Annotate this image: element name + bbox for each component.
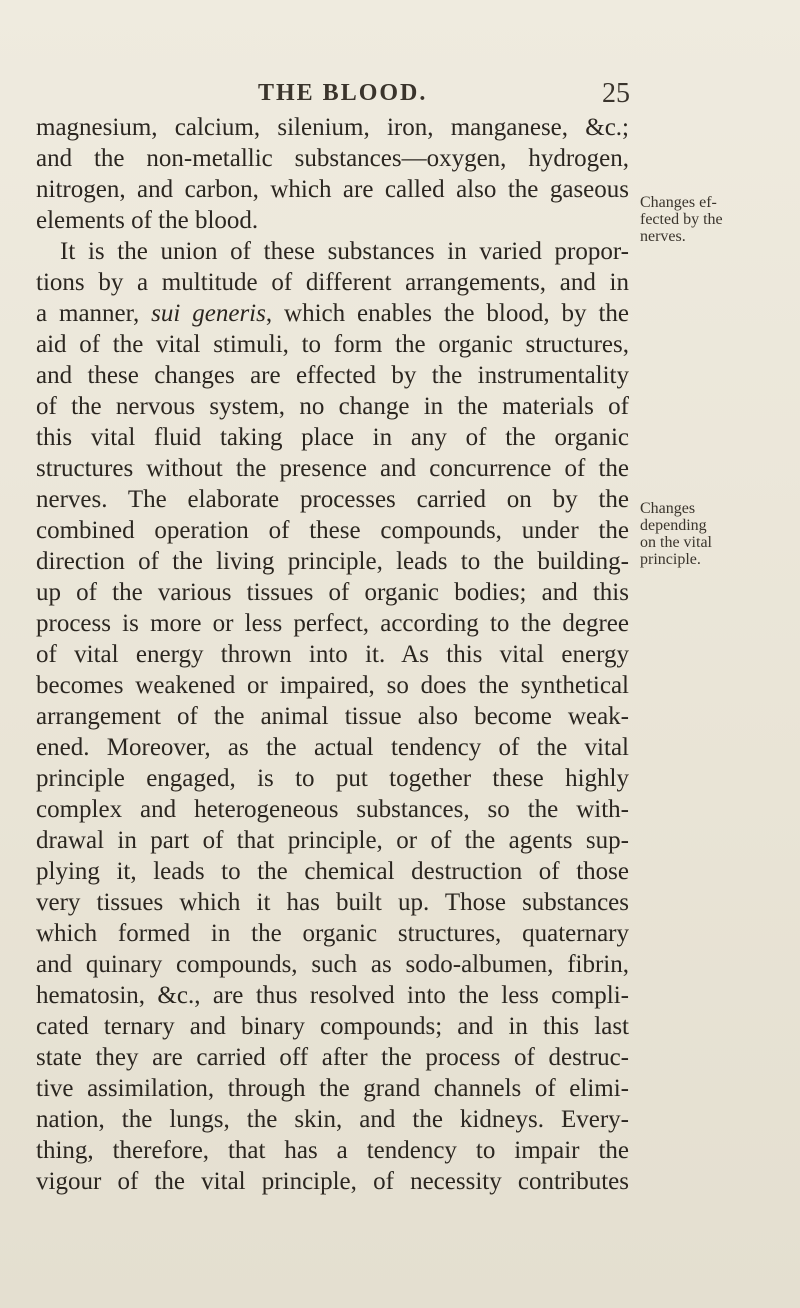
text-line: principle engaged, is to put together these highly — [36, 765, 629, 792]
text-line: of vital energy thrown into it. As this vital energy — [36, 641, 629, 668]
sidenote-line: fected by the — [640, 211, 723, 228]
sidenote-line: principle. — [640, 551, 701, 568]
text-line: It is the union of these substances in varied propor- — [60, 238, 629, 265]
text-line: complex and heterogeneous substances, so the with- — [36, 796, 629, 823]
text-line: state they are carried off after the process of destruc- — [36, 1044, 629, 1071]
text-line: structures without the presence and concurrence of the — [36, 455, 629, 482]
text-line: nation, the lungs, the skin, and the kidneys. Every- — [36, 1106, 629, 1133]
text-line: cated ternary and binary compounds; and in this last — [36, 1013, 629, 1040]
text-line: thing, therefore, that has a tendency to impair the — [36, 1137, 629, 1164]
text-line: this vital fluid taking place in any of the organic — [36, 424, 629, 451]
text-line: which formed in the organic structures, quaternary — [36, 920, 629, 947]
text-line: hematosin, &c., are thus resolved into the less compli- — [36, 982, 629, 1009]
italic-phrase: sui generis — [151, 300, 266, 327]
text-line: aid of the vital stimuli, to form the organic structures, — [36, 331, 629, 358]
text-line: and the non-metallic substances—oxygen, hydrogen, — [36, 145, 629, 172]
text-line: tive assimilation, through the grand channels of elimi- — [36, 1075, 629, 1102]
text-line: combined operation of these compounds, under the — [36, 517, 629, 544]
text-line: arrangement of the animal tissue also become weak- — [36, 703, 629, 730]
text-line: drawal in part of that principle, or of the agents sup- — [36, 827, 629, 854]
text-line: ened. Moreover, as the actual tendency of the vital — [36, 734, 629, 761]
text-line: up of the various tissues of organic bodies; and this — [36, 579, 629, 606]
text-line: of the nervous system, no change in the materials of — [36, 393, 629, 420]
sidenote-line: on the vital — [640, 534, 712, 551]
text-line: direction of the living principle, leads to the building- — [36, 548, 629, 575]
page-number: 25 — [602, 78, 630, 109]
sidenote-line: nerves. — [640, 228, 686, 245]
text-line-with-italic — [36, 298, 629, 329]
text-line: tions by a multitude of different arrangements, and in — [36, 269, 629, 296]
text-line: magnesium, calcium, silenium, iron, manganese, &c.; — [36, 114, 629, 141]
text-line: and quinary compounds, such as sodo-albumen, fibrin, — [36, 951, 629, 978]
text-line: vigour of the vital principle, of necessity contributes — [36, 1168, 629, 1195]
sidenote-nerves — [640, 194, 795, 245]
text-line: nerves. The elaborate processes carried on by the — [36, 486, 629, 513]
text-line: process is more or less perfect, according to the degree — [36, 610, 629, 637]
text-line: nitrogen, and carbon, which are called also the gaseous — [36, 176, 629, 203]
text-fragment: , which enables the blood, by the — [265, 300, 629, 327]
text-fragment: a manner, — [36, 300, 152, 327]
text-line: plying it, leads to the chemical destruction of those — [36, 858, 629, 885]
text-line: becomes weakened or impaired, so does the synthetical — [36, 672, 629, 699]
running-title: THE BLOOD. — [258, 80, 428, 106]
sidenote-vital-principle — [640, 500, 795, 568]
sidenote-line: Changes ef- — [640, 194, 717, 211]
body-text — [36, 112, 629, 1197]
sidenote-line: Changes — [640, 500, 696, 517]
text-line: elements of the blood. — [36, 207, 259, 234]
text-line: and these changes are effected by the instrumentality — [36, 362, 629, 389]
text-line: very tissues which it has built up. Those substances — [36, 889, 629, 916]
sidenote-line: depending — [640, 517, 707, 534]
